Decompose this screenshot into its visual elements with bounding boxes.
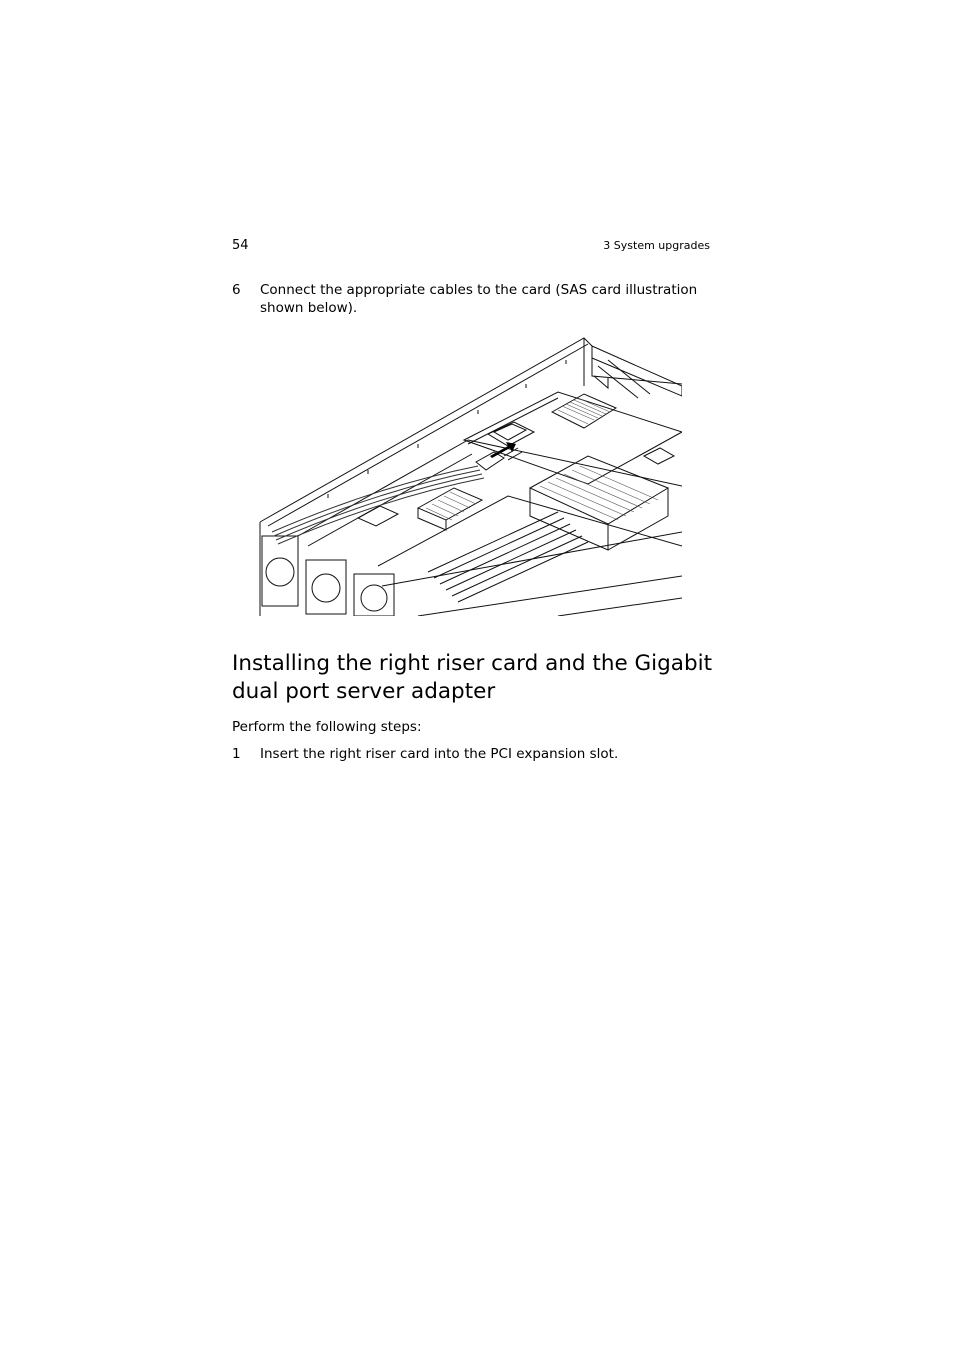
step-text: Connect the appropriate cables to the card (SAS card illustration shown below). (260, 282, 698, 316)
sas-card-illustration (258, 336, 682, 616)
running-head: 3 System upgrades (603, 239, 710, 252)
page-number: 54 (232, 238, 249, 253)
step-text: Insert the right riser card into the PCI expansion slot. (260, 746, 619, 762)
intro-text: Perform the following steps: (232, 719, 422, 735)
step-number: 6 (232, 282, 241, 298)
step-number: 1 (232, 746, 241, 762)
section-heading: Installing the right riser card and the Gigabit dual port server adapter (232, 651, 713, 704)
